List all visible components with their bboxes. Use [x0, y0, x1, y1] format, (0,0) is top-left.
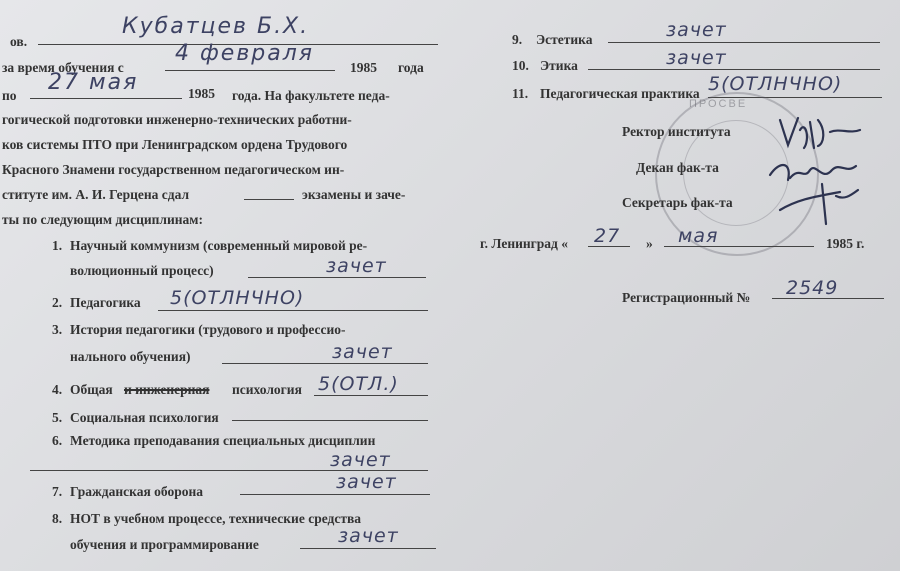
body-line-6: ты по следующим дисциплинам:: [2, 212, 203, 227]
subject-11-grade: 5(ОТЛНЧНО): [708, 73, 843, 95]
subject-4-underline: [314, 395, 428, 396]
start-date: 4 февраля: [175, 41, 315, 66]
subject-4-num: 4.: [52, 382, 63, 397]
date-year: 1985 г.: [826, 236, 865, 251]
date-day: 27: [594, 225, 621, 247]
label-ov: ов.: [10, 34, 28, 49]
subject-5-line1: Социальная психология: [70, 410, 219, 425]
subject-9-underline: [608, 42, 880, 43]
stamp-text: ПРОСВЕ: [689, 98, 748, 110]
subject-10-num: 10.: [512, 58, 529, 73]
end-date: 27 мая: [48, 70, 139, 95]
month-underline: [664, 246, 814, 247]
subject-1-grade: зачет: [326, 255, 387, 277]
subject-9-line1: Эстетика: [536, 32, 593, 47]
subject-7-underline: [240, 494, 430, 495]
subject-10-line1: Этика: [540, 58, 578, 73]
secretary-label: Секретарь фак-та: [622, 195, 733, 210]
subject-7-num: 7.: [52, 484, 63, 499]
registration-label: Регистрационный №: [622, 290, 751, 305]
subject-1-num: 1.: [52, 238, 63, 253]
subject-8-underline: [300, 548, 436, 549]
subject-8-grade: зачет: [338, 525, 399, 547]
subject-1-line1: Научный коммунизм (современный мировой ре-: [70, 238, 368, 253]
subject-9-grade: зачет: [666, 19, 727, 41]
subject-1-underline: [248, 277, 426, 278]
faculty-text: года. На факультете педа-: [232, 88, 390, 103]
subject-8-line1: НОТ в учебном процессе, технические средства: [70, 511, 362, 526]
city-label: г. Ленинград «: [480, 236, 568, 251]
student-name: Кубатцев Б.Х.: [122, 14, 310, 39]
body-line-1: гогической подготовки инженерно-технических работни-: [2, 112, 352, 127]
subject-3-line1: История педагогики (трудового и профессио-: [70, 322, 346, 337]
body-line-4: ституте им. А. И. Герцена сдал: [2, 187, 190, 202]
subject-3-underline: [222, 363, 428, 364]
rector-label: Ректор института: [622, 124, 731, 139]
body-line-3: Красного Знамени государственном педагогическом ин-: [2, 162, 345, 177]
end-year: 1985: [188, 86, 215, 101]
subject-10-grade: зачет: [666, 47, 727, 69]
subject-2-grade: 5(ОТЛНЧНО): [170, 287, 305, 309]
subject-5-num: 5.: [52, 410, 63, 425]
day-underline: [588, 246, 630, 247]
subject-8-line2: обучения и программирование: [70, 537, 259, 552]
subject-3-num: 3.: [52, 322, 63, 337]
subject-3-line2: нального обучения): [70, 349, 191, 364]
signature-scribbles: [740, 100, 880, 240]
registration-number: 2549: [786, 277, 839, 299]
year-word: года: [398, 60, 424, 75]
close-quote: »: [646, 236, 653, 251]
to-word: по: [2, 88, 17, 103]
subject-5-underline: [232, 420, 428, 421]
subject-9-num: 9.: [512, 32, 523, 47]
subject-7-grade: зачет: [336, 471, 397, 493]
body-line-2: ков системы ПТО при Ленинградском ордена Трудового: [2, 137, 348, 152]
subject-2-underline: [158, 310, 428, 311]
start-year: 1985: [350, 60, 377, 75]
subject-4-line1b: психология: [232, 382, 302, 397]
subject-2-line1: Педагогика: [70, 295, 141, 310]
subject-6-line1: Методика преподавания специальных дисциплин: [70, 433, 376, 448]
body-line-5: экзамены и заче-: [302, 187, 406, 202]
subject-11-line1: Педагогическая практика: [540, 86, 700, 101]
subject-3-grade: зачет: [332, 341, 393, 363]
subject-6-grade: зачет: [330, 449, 391, 471]
period-label: за время обучения с: [2, 60, 124, 75]
dean-label: Декан фак-та: [636, 160, 719, 175]
registration-underline: [772, 298, 884, 299]
subject-6-num: 6.: [52, 433, 63, 448]
subject-4-line1a: Общая: [70, 382, 113, 397]
subject-8-num: 8.: [52, 511, 63, 526]
subject-4-grade: 5(ОТЛ.): [318, 373, 399, 395]
date-month: мая: [678, 225, 719, 247]
exam-count-underline: [244, 199, 294, 200]
subject-2-num: 2.: [52, 295, 63, 310]
subject-7-line1: Гражданская оборона: [70, 484, 203, 499]
subject-10-underline: [588, 69, 880, 70]
start-date-underline: [165, 70, 335, 71]
subject-11-num: 11.: [512, 86, 529, 101]
end-date-underline: [30, 98, 182, 99]
subject-1-line2: волюционный процесс): [70, 263, 214, 278]
subject-4-struck: и инженерная: [124, 382, 210, 397]
